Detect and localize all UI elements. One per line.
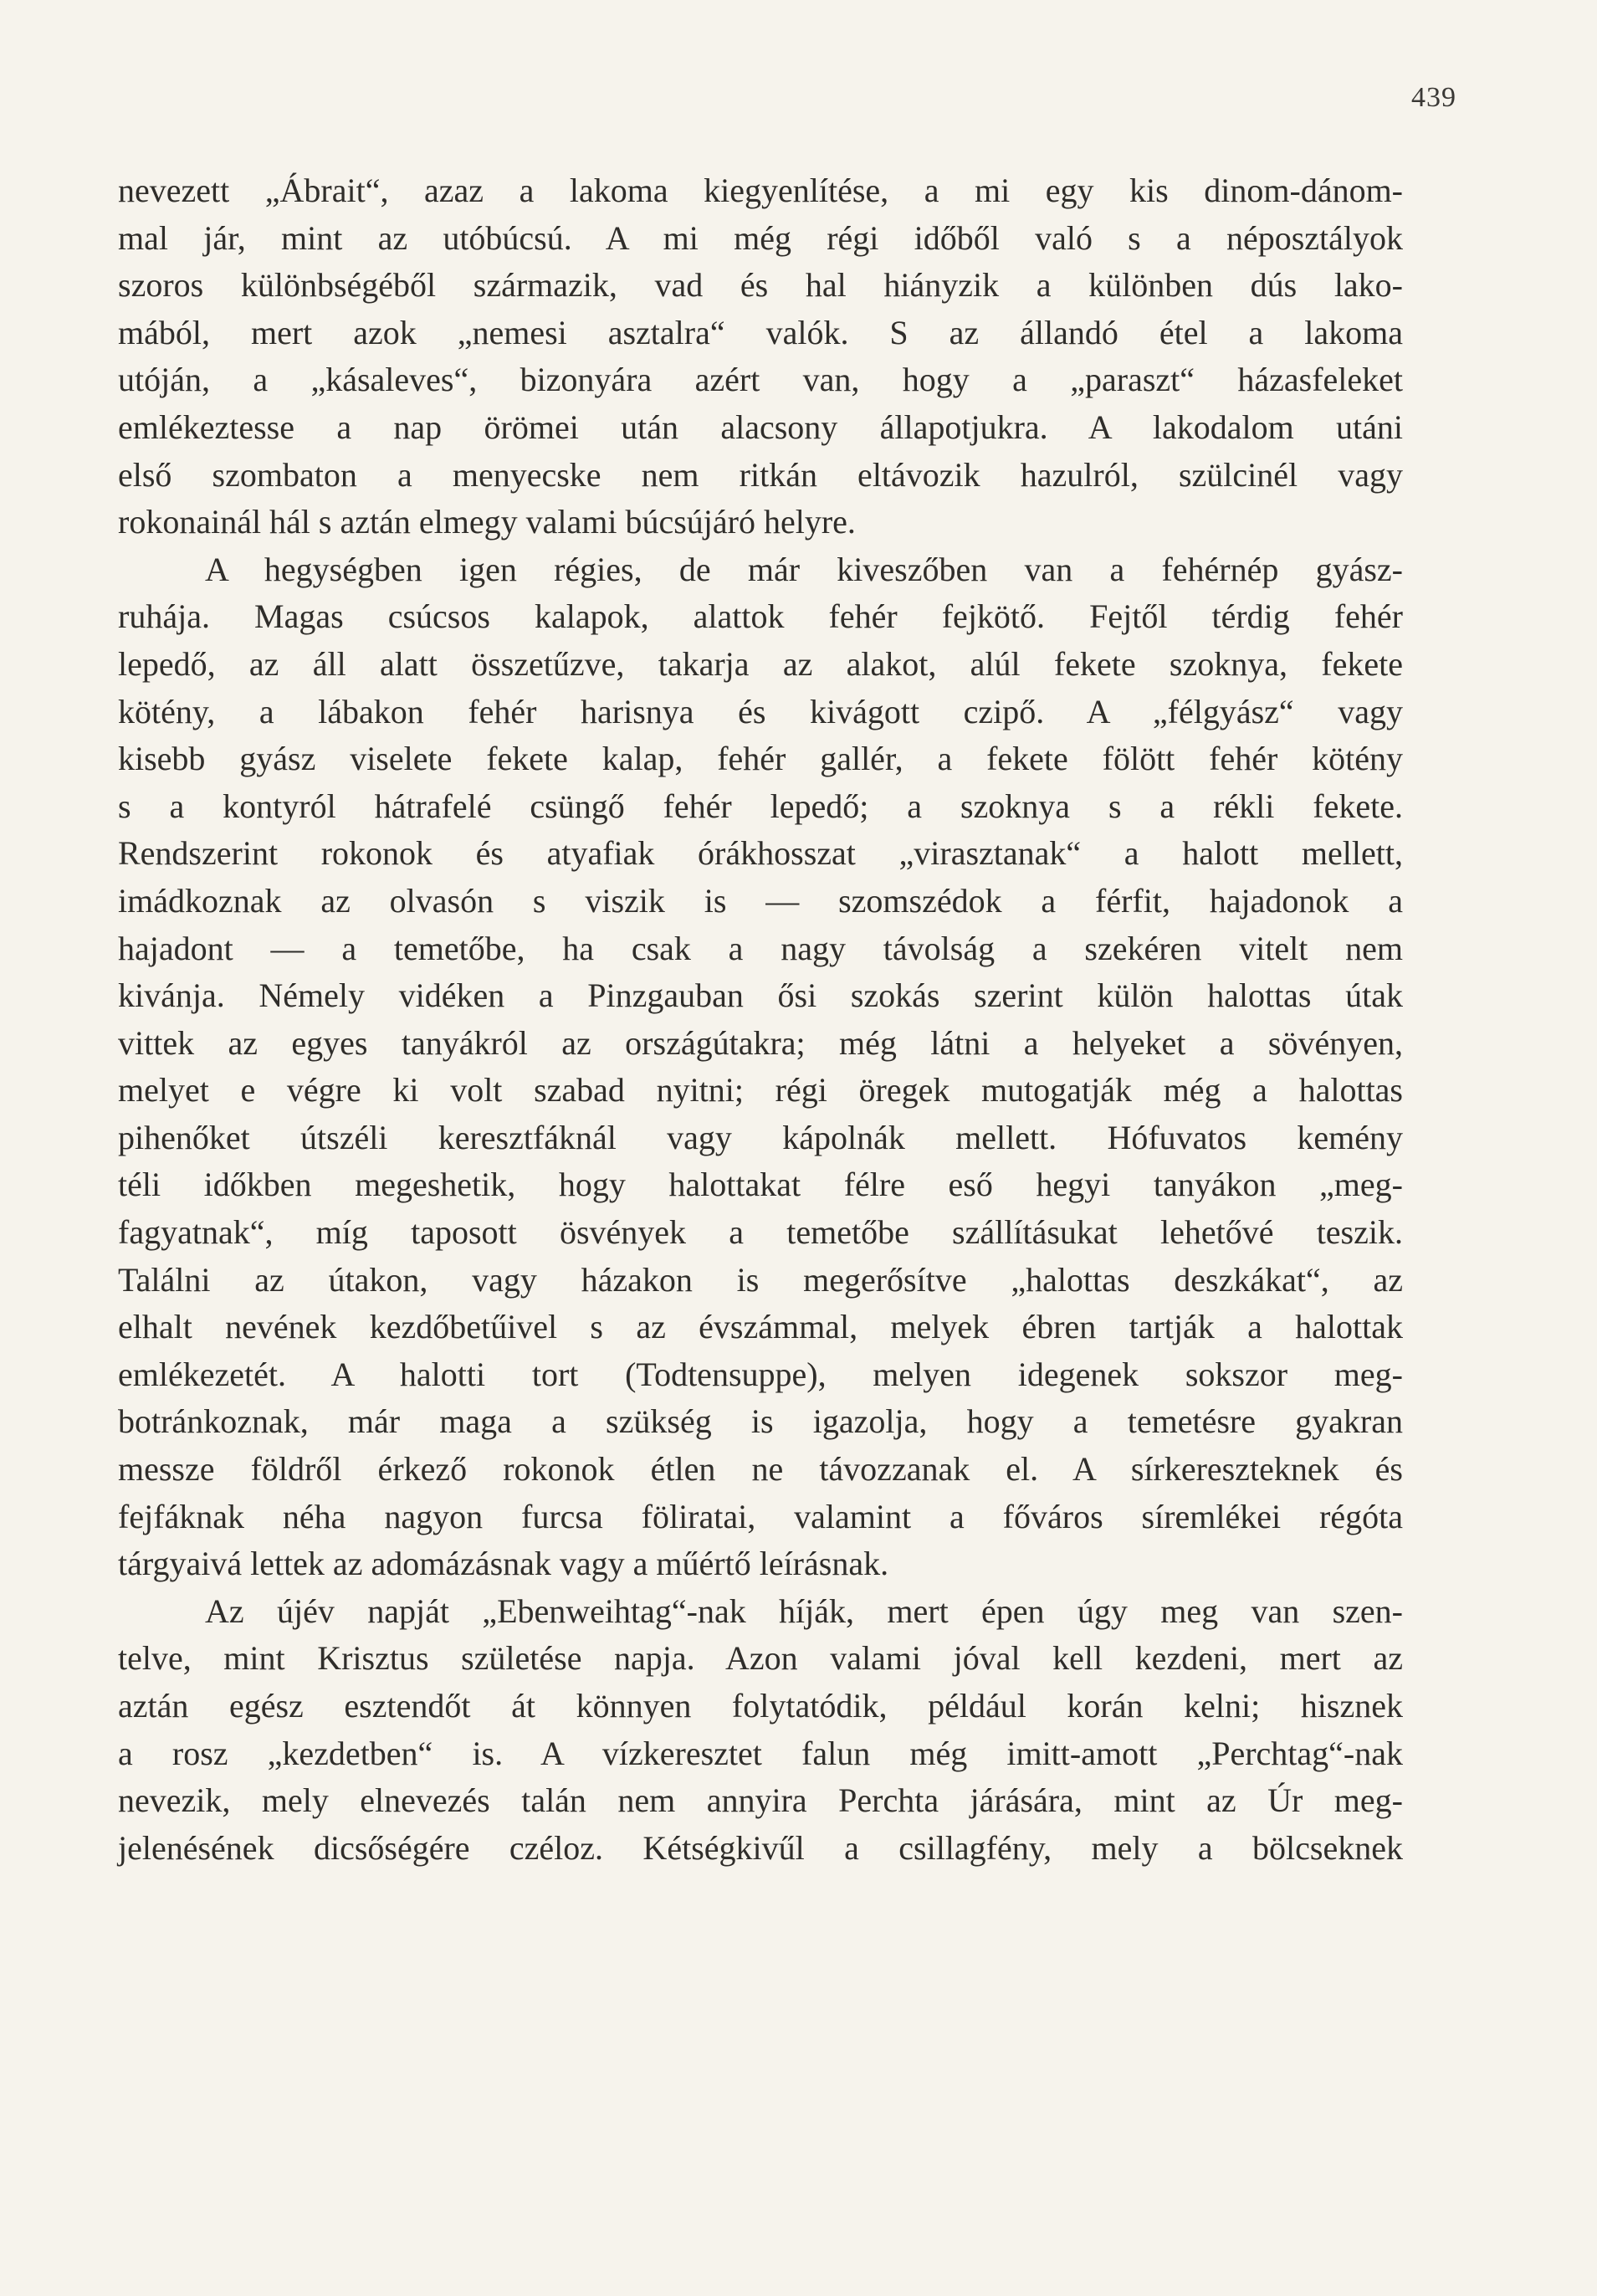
text-line: Az újév napját „Ebenweihtag“-nak híják, mert épen úgy meg van szen- (205, 1591, 1403, 1630)
text-line: kötény, a lábakon fehér harisnya és kivágott czipő. A „félgyász“ vagy (118, 692, 1403, 730)
text-line: mal jár, mint az utóbúcsú. A mi még régi időből való s a néposztályok (118, 218, 1403, 257)
text-line: messze földről érkező rokonok étlen ne távozzanak el. A sírkereszteknek és (118, 1450, 1403, 1489)
text-line: utóján, a „kásaleves“, bizonyára azért van, hogy a „paraszt“ házasfeleket (118, 361, 1403, 399)
text-line: jelenésének dicsőségére czéloz. Kétségkivűl a csillagfény, mely a bölcseknek (118, 1828, 1403, 1867)
text-line: Találni az útakon, vagy házakon is megerősítve „halottas deszkákat“, az (118, 1260, 1403, 1299)
text-line: nevezik, mely elnevezés talán nem annyira Perchta járására, mint az Úr meg- (118, 1781, 1403, 1820)
text-line: első szombaton a menyecske nem ritkán eltávozik hazulról, szülcinél vagy (118, 455, 1403, 494)
text-line: mából, mert azok „nemesi asztalra“ valók. S az állandó étel a lakoma (118, 313, 1403, 351)
text-line: s a kontyról hátrafelé csüngő fehér lepedő; a szoknya s a rékli fekete. (118, 787, 1403, 825)
text-line: tárgyaivá lettek az adomázásnak vagy a műértő leírásnak. (118, 1545, 889, 1583)
text-line: a rosz „kezdetben“ is. A vízkeresztet falun még imitt-amott „Perchtag“-nak (118, 1734, 1403, 1772)
text-line: vittek az egyes tanyákról az országútakra; még látni a helyeket a sövényen, (118, 1023, 1403, 1062)
text-line: Rendszerint rokonok és atyafiak órákhosszat „virasztanak“ a halott mellett, (118, 834, 1403, 873)
text-line: fejfáknak néha nagyon furcsa föliratai, valamint a főváros síremlékei régóta (118, 1497, 1403, 1535)
text-line: emlékezetét. A halotti tort (Todtensuppe), melyen idegenek sokszor meg- (118, 1355, 1403, 1393)
text-line: szoros különbségéből származik, vad és hal hiányzik a különben dús lako- (118, 266, 1403, 305)
text-line: botránkoznak, már maga a szükség is igazolja, hogy a temetésre gyakran (118, 1402, 1403, 1441)
text-line: elhalt nevének kezdőbetűivel s az évszámmal, melyek ébren tartják a halottak (118, 1308, 1403, 1346)
text-line: kivánja. Némely vidéken a Pinzgauban ősi szokás szerint külön halottas útak (118, 976, 1403, 1015)
text-line: pihenőket útszéli keresztfáknál vagy kápolnák mellett. Hófuvatos kemény (118, 1118, 1403, 1156)
text-line: aztán egész esztendőt át könnyen folytatódik, például korán kelni; hisznek (118, 1687, 1403, 1725)
text-line: lepedő, az áll alatt összetűzve, takarja az alakot, alúl fekete szoknya, fekete (118, 644, 1403, 683)
text-line: nevezett „Ábrait“, azaz a lakoma kiegyenlítése, a mi egy kis dinom-dánom- (118, 172, 1403, 209)
page-number: 439 (1411, 82, 1456, 113)
text-line: hajadont — a temetőbe, ha csak a nagy távolság a szekéren vitelt nem (118, 929, 1403, 967)
text-line: telve, mint Krisztus születése napja. Azon valami jóval kell kezdeni, mert az (118, 1639, 1403, 1678)
text-line: fagyatnak“, míg taposott ösvények a temetőbe szállításukat lehetővé teszik. (118, 1213, 1403, 1252)
text-line: melyet e végre ki volt szabad nyitni; régi öregek mutogatják még a halottas (118, 1071, 1403, 1110)
body-text (118, 167, 1403, 1872)
text-line: téli időkben megeshetik, hogy halottakat félre eső hegyi tanyákon „meg- (118, 1166, 1403, 1204)
text-line: rokonainál hál s aztán elmegy valami búcsújáró helyre. (118, 503, 856, 541)
text-line: kisebb gyász viselete fekete kalap, fehér gallér, a fekete fölött fehér kötény (118, 740, 1403, 778)
text-line: ruhája. Magas csúcsos kalapok, alattok fehér fejkötő. Fejtől térdig fehér (118, 597, 1403, 636)
text-line: A hegységben igen régies, de már kiveszőben van a fehérnép gyász- (205, 550, 1403, 588)
text-line: emlékeztesse a nap örömei után alacsony állapotjukra. A lakodalom utáni (118, 407, 1403, 446)
text-line: imádkoznak az olvasón s viszik is — szomszédok a férfit, hajadonok a (118, 881, 1403, 920)
